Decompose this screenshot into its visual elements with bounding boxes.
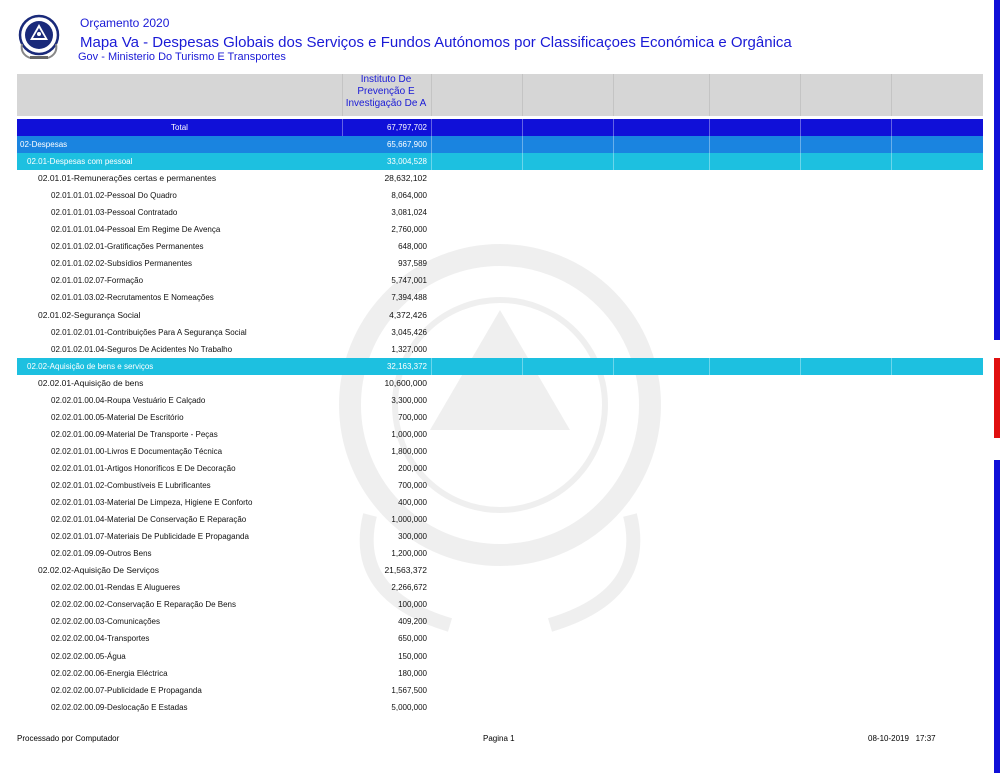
- grid-line: [522, 358, 523, 375]
- table-row: [17, 204, 983, 221]
- row-value: 10,600,000: [384, 377, 427, 388]
- row-label: 02.02.02.00.05-Água: [51, 651, 126, 661]
- grid-line: [891, 153, 892, 170]
- row-label: 02.01.01.03.02-Recrutamentos E Nomeações: [51, 293, 214, 303]
- row-value: 100,000: [398, 600, 427, 610]
- table-row: [17, 579, 983, 596]
- table-row: [17, 511, 983, 528]
- table-row: [17, 341, 983, 358]
- grid-line: [613, 153, 614, 170]
- row-value: 5,000,000: [391, 702, 427, 712]
- row-label: 02.02.01.01.03-Material De Limpeza, Higiene E Conforto: [51, 498, 253, 508]
- row-value: 28,632,102: [384, 173, 427, 184]
- table-row: [17, 255, 983, 272]
- row-label: 02.02.01.01.00-Livros E Documentação Técnica: [51, 446, 223, 456]
- table-row: [17, 187, 983, 204]
- row-value: 2,266,672: [391, 583, 427, 593]
- grid-line: [800, 358, 801, 375]
- total-label: Total: [171, 123, 188, 132]
- grid-line: [613, 119, 614, 136]
- row-label: 02.01.01.02.07-Formação: [51, 276, 144, 286]
- budget-year: Orçamento 2020: [80, 16, 170, 30]
- grid-line: [709, 358, 710, 375]
- row-label: 02.01.02.01.04-Seguros De Acidentes No Trabalho: [51, 344, 233, 354]
- row-label: 02.02.01.01.02-Combustíveis E Lubrificantes: [51, 481, 211, 490]
- row-label: 02.01.01.01.02-Pessoal Do Quadro: [51, 191, 177, 201]
- row-value: 65,667,900: [386, 140, 427, 149]
- row-label: 02.01.01.01.04-Pessoal Em Regime De Avença: [51, 225, 221, 235]
- table-row: [17, 477, 983, 494]
- grid-line: [522, 136, 523, 153]
- footer-page: Pagina 1: [483, 734, 515, 743]
- row-value: 21,563,372: [384, 565, 427, 576]
- row-label: 02.01-Despesas com pessoal: [27, 157, 133, 167]
- table-row: [17, 324, 983, 341]
- table-row: [17, 272, 983, 289]
- table-row: [17, 562, 983, 579]
- report-title: Mapa Va - Despesas Globais dos Serviços e Fundos Autónomos por Classificaçoes Económica e Orgânica: [80, 34, 792, 51]
- row-value: 3,300,000: [391, 395, 427, 405]
- footer-date: 08-10-2019 17:37: [868, 734, 936, 743]
- row-label: 02.02.01.01.04-Material De Conservação E Reparação: [51, 515, 247, 525]
- table-row: [17, 238, 983, 255]
- table-row: [17, 665, 983, 682]
- column-header-band: [17, 74, 983, 116]
- row-value: 700,000: [398, 412, 427, 422]
- row-value: 200,000: [398, 463, 427, 473]
- row-value: 180,000: [398, 668, 427, 678]
- table-row: [17, 289, 983, 306]
- row-value: 32,163,372: [386, 361, 427, 371]
- row-value: 937,589: [398, 259, 427, 269]
- grid-line: [431, 119, 432, 136]
- row-value: 400,000: [398, 498, 427, 508]
- footer-processed: Processado por Computador: [17, 734, 120, 743]
- row-label: 02.01.02-Segurança Social: [38, 309, 141, 320]
- row-value: 150,000: [398, 651, 427, 661]
- row-label: 02.02.01.01.01-Artigos Honoríficos E De Decoração: [51, 463, 236, 473]
- row-value: 8,064,000: [391, 191, 427, 201]
- table-row: [17, 648, 983, 665]
- side-bar-top: [994, 0, 1000, 340]
- grid-line: [613, 136, 614, 153]
- grid-line: [800, 153, 801, 170]
- row-value: 648,000: [398, 242, 427, 252]
- side-bar-red: [994, 358, 1000, 438]
- total-value: 67,797,702: [386, 123, 427, 132]
- row-label: 02.02.02-Aquisição De Serviços: [38, 565, 159, 576]
- total-row: [17, 119, 983, 136]
- table-row: [17, 460, 983, 477]
- grid-line: [431, 153, 432, 170]
- table-row: [17, 699, 983, 716]
- table-row: [17, 528, 983, 545]
- row-value: 1,800,000: [391, 446, 427, 456]
- row-value: 7,394,488: [391, 293, 427, 303]
- row-value: 1,567,500: [391, 685, 427, 695]
- row-label: 02.02.02.00.07-Publicidade E Propaganda: [51, 685, 202, 695]
- grid-line: [431, 358, 432, 375]
- grid-line: [522, 119, 523, 136]
- row-label: 02.01.01.01.03-Pessoal Contratado: [51, 208, 178, 218]
- row-value: 1,000,000: [391, 515, 427, 525]
- column-header-institute: Instituto De Prevenção E Investigação De A: [345, 74, 427, 109]
- row-value: 409,200: [398, 617, 427, 627]
- row-label: 02.02.02.00.03-Comunicações: [51, 617, 160, 627]
- row-label: 02.01.01.02.02-Subsídios Permanentes: [51, 259, 192, 269]
- table-row: [17, 494, 983, 511]
- grid-line: [342, 119, 343, 136]
- row-label: 02.02.01.09.09-Outros Bens: [51, 549, 152, 559]
- grid-line: [613, 358, 614, 375]
- row-label: 02.02.02.00.06-Energia Eléctrica: [51, 668, 168, 678]
- row-value: 4,372,426: [389, 309, 427, 320]
- grid-line: [709, 153, 710, 170]
- row-value: 33,004,528: [386, 157, 427, 167]
- row-value: 700,000: [398, 481, 427, 490]
- grid-line: [709, 119, 710, 136]
- row-label: 02.02.02.00.09-Deslocação E Estadas: [51, 702, 188, 712]
- table-row: [17, 682, 983, 699]
- grid-line: [800, 136, 801, 153]
- table-row: [17, 170, 983, 187]
- table-row: [17, 545, 983, 562]
- table-row: [17, 307, 983, 324]
- grid-line: [800, 119, 801, 136]
- row-label: 02.02.01.00.05-Material De Escritório: [51, 412, 184, 422]
- table-row: [17, 358, 983, 375]
- grid-line: [891, 136, 892, 153]
- row-value: 300,000: [398, 532, 427, 542]
- grid-line: [891, 119, 892, 136]
- row-label: 02.02.01-Aquisição de bens: [38, 377, 144, 388]
- table-row: [17, 630, 983, 647]
- row-value: 3,045,426: [391, 327, 427, 337]
- table-row: [17, 375, 983, 392]
- row-value: 1,200,000: [391, 549, 427, 559]
- row-value: 650,000: [398, 634, 427, 644]
- row-value: 1,327,000: [391, 344, 427, 354]
- side-bar-bottom: [994, 460, 1000, 773]
- table-row: [17, 596, 983, 613]
- table-row: [17, 443, 983, 460]
- row-value: 2,760,000: [391, 225, 427, 235]
- table-row: [17, 153, 983, 170]
- table-row: [17, 392, 983, 409]
- table-row: [17, 221, 983, 238]
- row-label: 02.02.01.00.04-Roupa Vestuário E Calçado: [51, 395, 206, 405]
- row-label: 02.02.01.00.09-Material De Transporte - Peças: [51, 429, 218, 439]
- ministry-subtitle: Gov - Ministerio Do Turismo E Transportes: [78, 51, 286, 63]
- table-row: [17, 426, 983, 443]
- row-label: 02.01.02.01.01-Contribuições Para A Segurança Social: [51, 327, 247, 337]
- table-row: [17, 136, 983, 153]
- row-label: 02.02.02.00.04-Transportes: [51, 634, 150, 644]
- grid-line: [522, 153, 523, 170]
- row-label: 02.02-Aquisição de bens e serviços: [27, 361, 154, 371]
- row-value: 5,747,001: [391, 276, 427, 286]
- table-row: [17, 613, 983, 630]
- row-label: 02.02.02.00.01-Rendas E Alugueres: [51, 583, 180, 593]
- grid-line: [709, 136, 710, 153]
- row-label: 02.01.01.02.01-Gratificações Permanentes: [51, 242, 204, 252]
- row-label: 02.01.01-Remunerações certas e permanentes: [38, 173, 217, 184]
- row-label: 02.02.01.01.07-Materiais De Publicidade E Propaganda: [51, 532, 249, 542]
- grid-line: [431, 136, 432, 153]
- row-value: 1,000,000: [391, 429, 427, 439]
- table-row: [17, 409, 983, 426]
- coat-of-arms-logo: [16, 14, 62, 62]
- row-label: 02-Despesas: [20, 140, 68, 149]
- row-label: 02.02.02.00.02-Conservação E Reparação De Bens: [51, 600, 237, 610]
- grid-line: [891, 358, 892, 375]
- row-value: 3,081,024: [391, 208, 427, 218]
